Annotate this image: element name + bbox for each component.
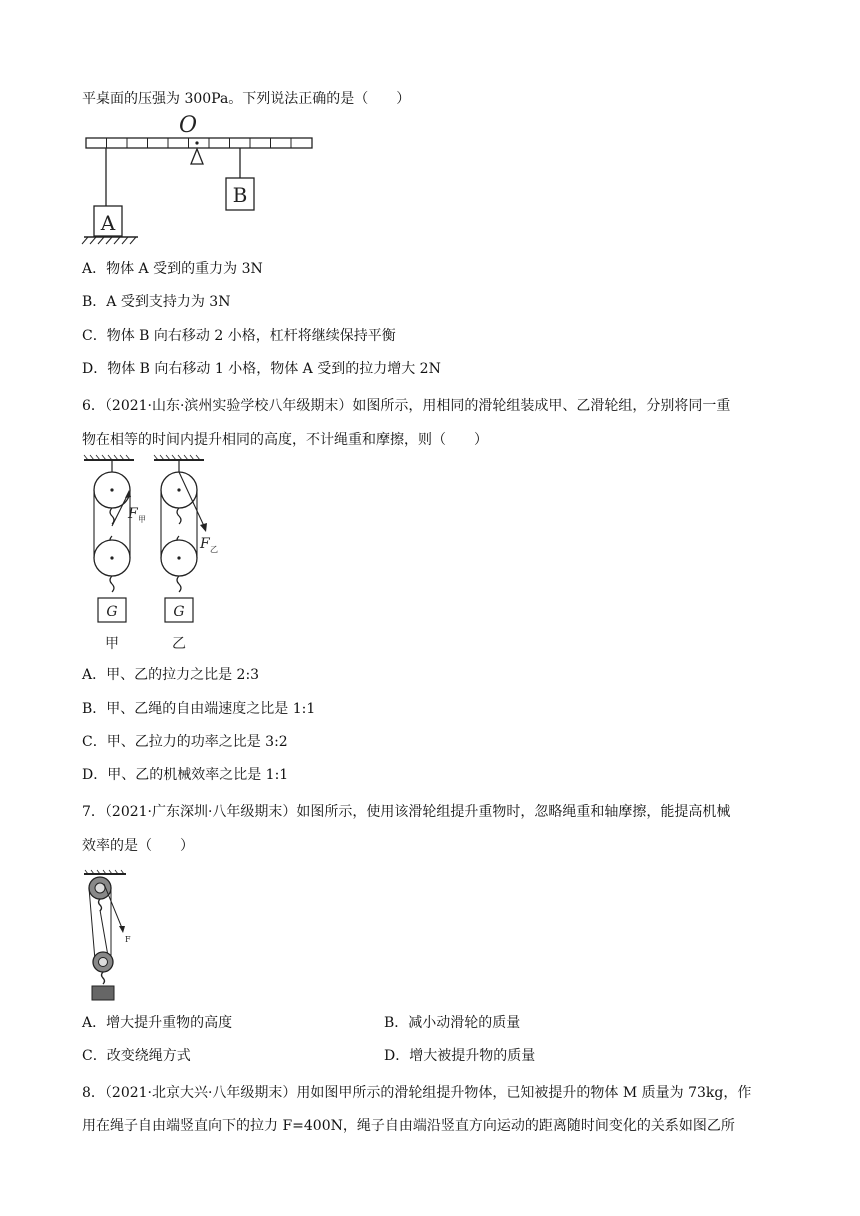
q5-option-d: D．物体 B 向右移动 1 小格，物体 A 受到的拉力增大 2N — [82, 361, 441, 377]
block-a-label: A — [100, 211, 116, 235]
weight-yi-label: G — [173, 604, 185, 620]
pulley-system-yi — [154, 455, 218, 652]
q7-option-c: C．改变绕绳方式 — [82, 1048, 191, 1064]
q6-option-a: A．甲、乙的拉力之比是 2:3 — [82, 667, 260, 683]
caption-jia: 甲 — [105, 636, 119, 652]
force-yi-sub: 乙 — [210, 545, 218, 554]
q5-option-c: C．物体 B 向右移动 2 小格，杠杆将继续保持平衡 — [82, 328, 396, 344]
pulley-figure-jia-yi — [82, 458, 232, 654]
block-b-label: B — [232, 183, 248, 207]
pivot-label: O — [178, 113, 198, 138]
force-jia-label: F — [128, 506, 138, 522]
q7-stem-line1: 7．（2021·广东深圳·八年级期末）如图所示，使用该滑轮组提升重物时，忽略绳重和轴摩擦，能提高机械 — [82, 804, 731, 820]
weight-jia-label: G — [106, 604, 118, 620]
pulley-system-jia — [84, 455, 146, 652]
q5-option-a: A．物体 A 受到的重力为 3N — [82, 261, 263, 277]
q6-stem-line2: 物在相等的时间内提升相同的高度，不计绳重和摩擦，则（ ） — [82, 432, 488, 448]
q7-stem-line2: 效率的是（ ） — [82, 838, 194, 854]
q5-intro-text: 平桌面的压强为 300Pa。下列说法正确的是（ ） — [82, 91, 411, 107]
q6-option-d: D．甲、乙的机械效率之比是 1:1 — [82, 767, 289, 783]
pivot-triangle — [191, 149, 203, 164]
q6-stem-line1: 6．（2021·山东·滨州实验学校八年级期末）如图所示，用相同的滑轮组装成甲、乙滑轮组，分别将同一重 — [82, 398, 731, 414]
q7-option-b: B．减小动滑轮的质量 — [384, 1015, 521, 1031]
lever-bar — [86, 138, 312, 148]
q7-option-a: A．增大提升重物的高度 — [82, 1015, 233, 1031]
q6-option-c: C．甲、乙拉力的功率之比是 3:2 — [82, 734, 288, 750]
pulley-figure-q7 — [84, 872, 144, 1002]
caption-yi: 乙 — [172, 636, 186, 652]
q8-stem-line1: 8．（2021·北京大兴·八年级期末）用如图甲所示的滑轮组提升物体，已知被提升的物体 M 质量为 73kg，作 — [82, 1085, 752, 1101]
force-jia-sub: 甲 — [138, 515, 146, 524]
force-label-q7: F — [125, 935, 131, 944]
q8-stem-line2: 用在绳子自由端竖直向下的拉力 F=400N，绳子自由端沿竖直方向运动的距离随时间变化的关系如图乙所 — [82, 1118, 735, 1134]
q7-option-d: D．增大被提升物的质量 — [384, 1048, 536, 1064]
hanging-weight — [92, 986, 114, 1000]
lever-figure — [80, 112, 320, 244]
force-yi-label: F — [200, 536, 210, 552]
q6-option-b: B．甲、乙绳的自由端速度之比是 1:1 — [82, 701, 316, 717]
q5-option-b: B．A 受到支持力为 3N — [82, 294, 231, 310]
